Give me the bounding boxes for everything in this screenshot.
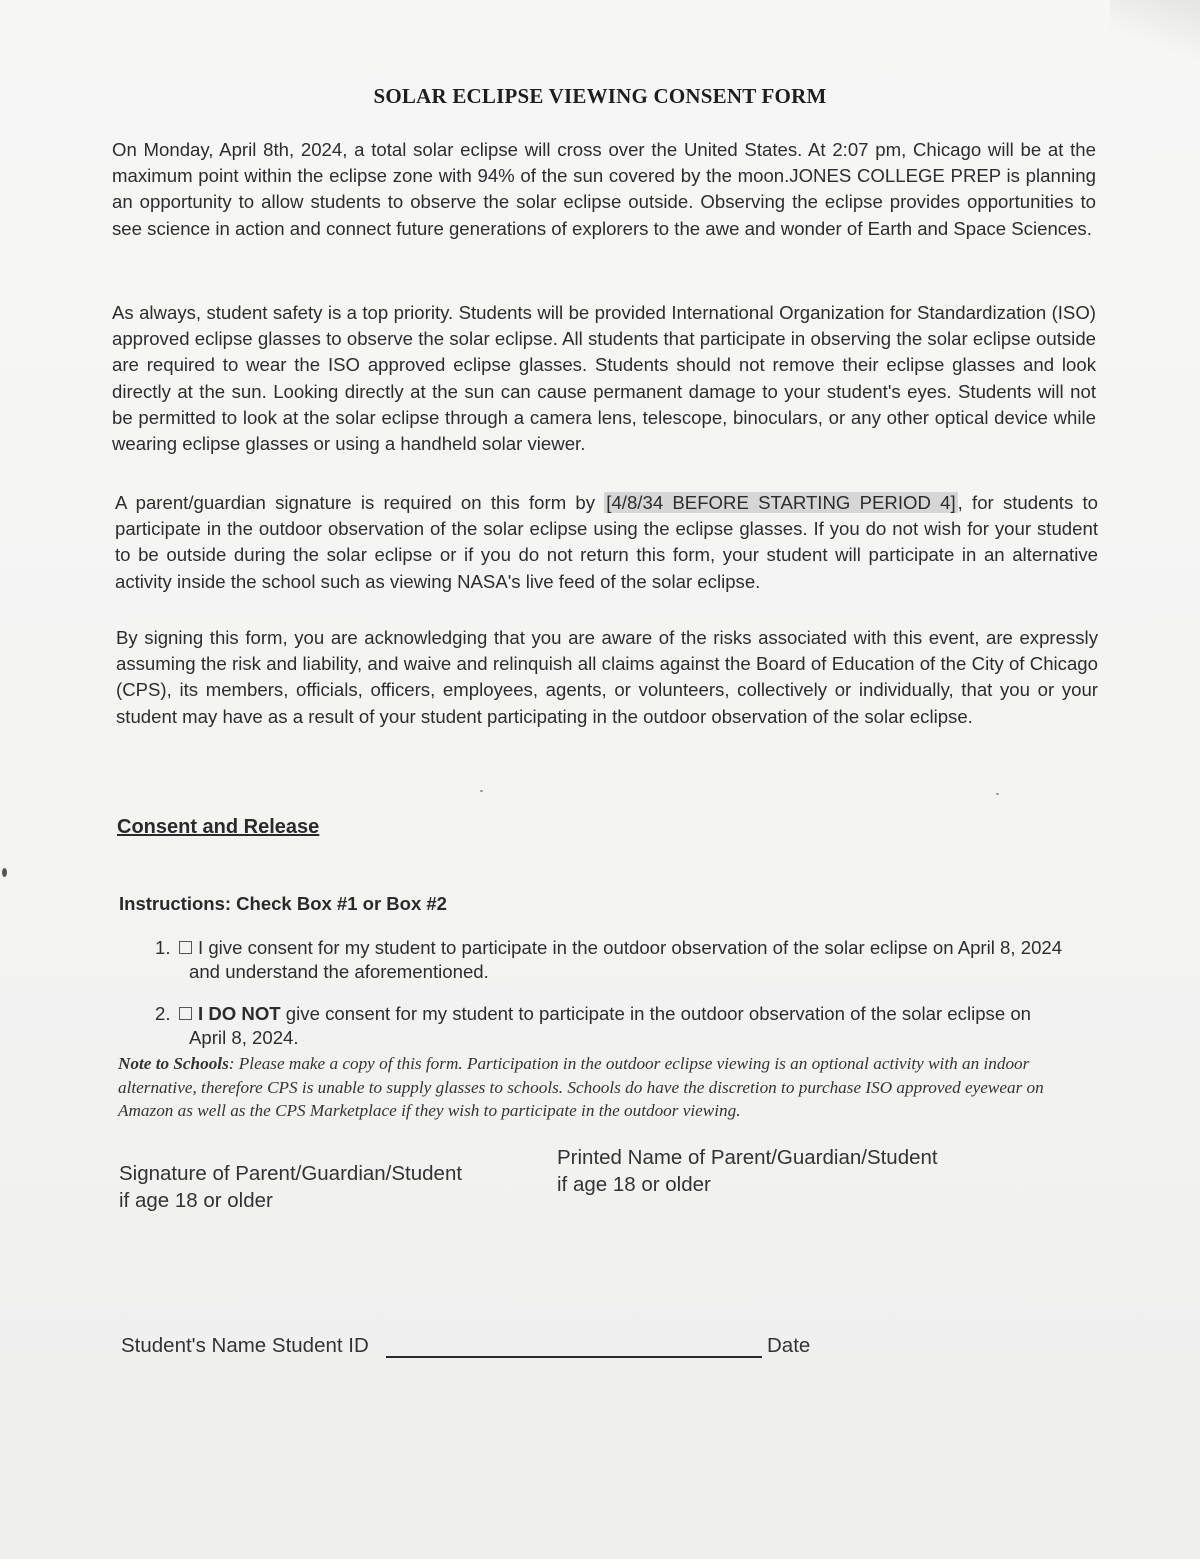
- option-2-text: give consent for my student to participate in the outdoor observation of the solar eclipse on: [280, 1003, 1032, 1024]
- option-1-continued: and understand the aforementioned.: [189, 961, 489, 982]
- scan-speck: [996, 793, 999, 795]
- consent-option-2: [155, 1002, 1100, 1050]
- scan-speck: [2, 868, 7, 877]
- note-text: : Please make a copy of this form. Participation in the outdoor eclipse viewing is an optional activity with an indoor alternative, therefore CPS is unable to supply glasses to schools. Schools do have the discretion to purchase ISO approved eyewear on Amazon as well as the CPS Marketplace if they wish to participate in the outdoor viewing.: [118, 1054, 1044, 1120]
- printed-name-label: [557, 1144, 938, 1198]
- option-2-emphasis: I DO NOT: [198, 1003, 281, 1024]
- signature-label-line2: if age 18 or older: [119, 1189, 273, 1212]
- consent-option-1: [155, 936, 1100, 984]
- student-name-id-label: Student's Name Student ID: [121, 1334, 369, 1357]
- consent-checkbox-1[interactable]: [179, 941, 192, 954]
- student-signature-line[interactable]: [386, 1356, 762, 1358]
- signature-label-line1: Signature of Parent/Guardian/Student: [119, 1162, 463, 1185]
- p3-text-before: A parent/guardian signature is required on this form by: [115, 492, 605, 513]
- note-label: Note to Schools: [118, 1054, 229, 1073]
- form-title: SOLAR ECLIPSE VIEWING CONSENT FORM: [373, 84, 827, 108]
- option-number: 2.: [155, 1003, 171, 1024]
- consent-heading: Consent and Release: [117, 816, 320, 838]
- option-1-text: I give consent for my student to participate in the outdoor observation of the solar eclipse on April 8, 2024: [198, 937, 1063, 958]
- date-label: Date: [767, 1334, 811, 1357]
- page-corner-shadow: [1110, 0, 1200, 60]
- signature-requirement-paragraph: [115, 490, 1098, 595]
- deadline-highlight: [4/8/34 BEFORE STARTING PERIOD 4]: [606, 492, 956, 513]
- intro-paragraph: On Monday, April 8th, 2024, a total solar eclipse will cross over the United States. At 2:07 pm, Chicago will be at the maximum point within the eclipse zone with 94% of the sun covered by the moon.JONES COLLEGE PREP is planning an opportunity to allow students to observe the solar eclipse outside. Observing the eclipse provides opportunities to see science in action and connect future generations of explorers to the awe and wonder of Earth and Space Sciences.: [112, 139, 1096, 239]
- option-number: 1.: [155, 937, 171, 958]
- p3-text-after: , for students to participate in the outdoor observation of the solar eclipse using the eclipse glasses. If you do not wish for your student to be outside during the solar eclipse or if you do not return this form, your student will participate in an alternative activity inside the school such as viewing NASA's live feed of the solar eclipse.: [115, 492, 1098, 592]
- printed-name-label-line1: Printed Name of Parent/Guardian/Student: [557, 1146, 938, 1169]
- scan-speck: [480, 790, 483, 792]
- printed-name-label-line2: if age 18 or older: [557, 1173, 711, 1196]
- option-2-continued: April 8, 2024.: [189, 1027, 299, 1048]
- consent-checkbox-2[interactable]: [179, 1007, 192, 1020]
- liability-paragraph: By signing this form, you are acknowledging that you are aware of the risks associated with this event, are expressly assuming the risk and liability, and waive and relinquish all claims against the Board of Education of the City of Chicago (CPS), its members, officials, officers, employees, agents, or volunteers, collectively or individually, that you or your student may have as a result of your student participating in the outdoor observation of the solar eclipse.: [116, 627, 1098, 727]
- note-to-schools: [118, 1052, 1103, 1123]
- instructions-text: Instructions: Check Box #1 or Box #2: [119, 893, 447, 914]
- signature-label: [119, 1160, 462, 1214]
- safety-paragraph: As always, student safety is a top priority. Students will be provided International Organization for Standardization (ISO) approved eclipse glasses to observe the solar eclipse. All students that participate in observing the solar eclipse outside are required to wear the ISO approved eclipse glasses. Students should not remove their eclipse glasses and look directly at the sun. Looking directly at the sun can cause permanent damage to your student's eyes. Students will not be permitted to look at the solar eclipse through a camera lens, telescope, binoculars, or any other optical device while wearing eclipse glasses or using a handheld solar viewer.: [112, 302, 1096, 455]
